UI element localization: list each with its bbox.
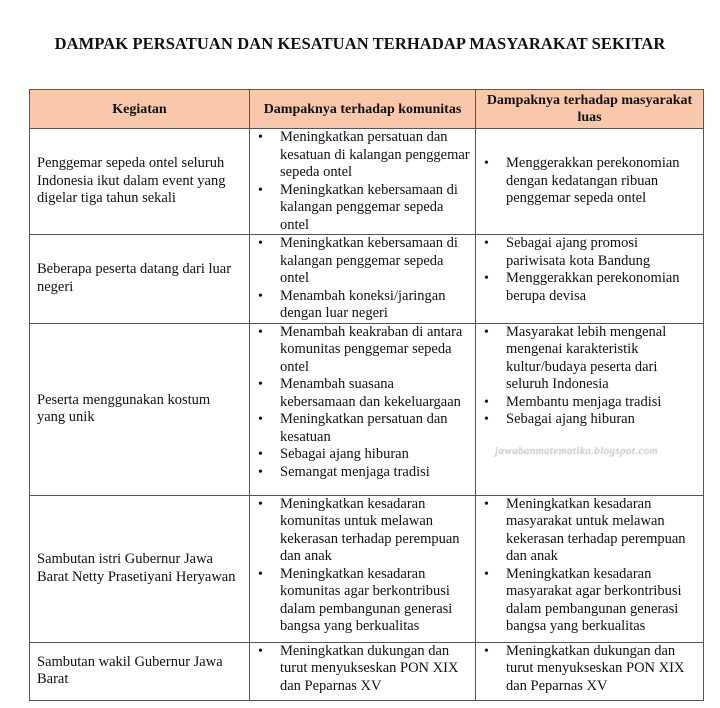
list-item: • Meningkatkan persatuan dan kesatuan (258, 411, 470, 446)
header-masyarakat: Dampaknya terhadap masyarakat luas (476, 90, 704, 129)
masyarakat-cell (476, 323, 704, 495)
kegiatan-cell: Sambutan wakil Gubernur Jawa Barat (30, 642, 250, 700)
table-row (30, 235, 704, 324)
list-item: • Menambah suasana kebersamaan dan kekeluargaan (258, 376, 470, 411)
masyarakat-cell (476, 129, 704, 235)
list-item: • Sebagai ajang promosi pariwisata kota Bandung (484, 235, 698, 270)
komunitas-cell (250, 235, 476, 324)
list-item: • Meningkatkan kebersamaan di kalangan penggemar sepeda ontel (258, 182, 470, 235)
impact-table (29, 89, 704, 701)
list-item: • Meningkatkan dukungan dan turut menyukseskan PON XIX dan Peparnas XV (258, 643, 470, 696)
table-row (30, 323, 704, 495)
list-item: • Meningkatkan kebersamaan di kalangan penggemar sepeda ontel (258, 235, 470, 288)
list-item: • Membantu menjaga tradisi (484, 394, 698, 412)
komunitas-cell (250, 495, 476, 642)
kegiatan-cell: Peserta menggunakan kostum yang unik (30, 323, 250, 495)
list-item: • Menggerakkan perekonomian dengan kedatangan ribuan penggemar sepeda ontel (484, 155, 698, 208)
page-title: DAMPAK PERSATUAN DAN KESATUAN TERHADAP MASYARAKAT SEKITAR (54, 34, 666, 53)
list-item: • Semangat menjaga tradisi (258, 464, 470, 482)
list-item: • Sebagai ajang hiburan (258, 446, 470, 464)
list-item: • Menambah keakraban di antara komunitas penggemar sepeda ontel (258, 324, 470, 377)
list-item: • Menambah koneksi/jaringan dengan luar negeri (258, 288, 470, 323)
masyarakat-cell (476, 495, 704, 642)
list-item: • Meningkatkan dukungan dan turut menyukseskan PON XIX dan Peparnas XV (484, 643, 698, 696)
masyarakat-cell (476, 235, 704, 324)
list-item: • Masyarakat lebih mengenal mengenai karakteristik kultur/budaya peserta dari seluruh Indonesia (484, 324, 698, 394)
komunitas-cell (250, 129, 476, 235)
header-kegiatan: Kegiatan (30, 90, 250, 129)
list-item: • Sebagai ajang hiburan (484, 411, 698, 429)
list-item: • Meningkatkan persatuan dan kesatuan di kalangan penggemar sepeda ontel (258, 129, 470, 182)
komunitas-cell (250, 642, 476, 700)
masyarakat-cell (476, 642, 704, 700)
list-item: • Meningkatkan kesadaran komunitas untuk melawan kekerasan terhadap perempuan dan anak (258, 496, 470, 566)
list-item: • Menggerakkan perekonomian berupa devisa (484, 270, 698, 305)
blog-watermark: jawabanmatematika.blogspot.com (495, 445, 658, 457)
header-komunitas: Dampaknya terhadap komunitas (250, 90, 476, 129)
table-row (30, 129, 704, 235)
kegiatan-cell: Sambutan istri Gubernur Jawa Barat Netty Prasetiyani Heryawan (30, 495, 250, 642)
list-item: • Meningkatkan kesadaran masyarakat agar berkontribusi dalam pembangunan generasi bangsa yang berkualitas (484, 566, 698, 636)
table-header-row (30, 90, 704, 129)
list-item: • Meningkatkan kesadaran masyarakat untuk melawan kekerasan terhadap perempuan dan anak (484, 496, 698, 566)
kegiatan-cell: Beberapa peserta datang dari luar negeri (30, 235, 250, 324)
komunitas-cell (250, 323, 476, 495)
table-row (30, 495, 704, 642)
list-item: • Meningkatkan kesadaran komunitas agar berkontribusi dalam pembangunan generasi bangsa yang berkualitas (258, 566, 470, 636)
table-row (30, 642, 704, 700)
kegiatan-cell: Penggemar sepeda ontel seluruh Indonesia ikut dalam event yang digelar tiga tahun sekali (30, 129, 250, 235)
